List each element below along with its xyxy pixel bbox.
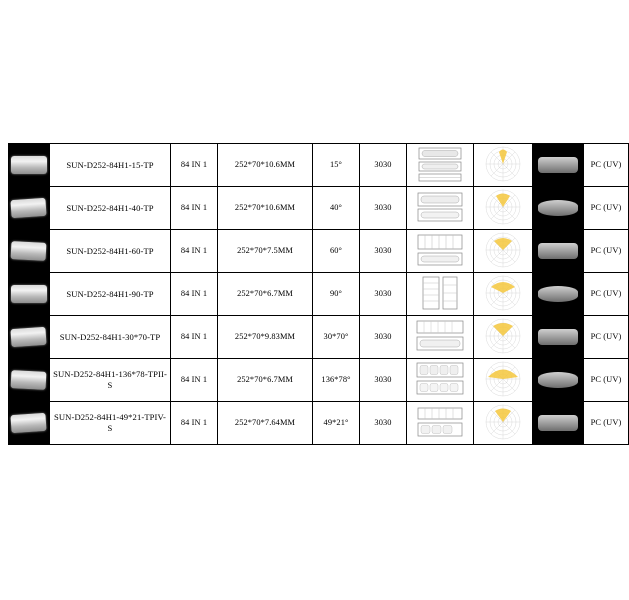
size-cell [218,402,313,445]
technical-drawing-cell [407,273,474,316]
product-photo-cell [9,230,50,273]
size-cell [218,187,313,230]
quantity-cell [171,402,218,445]
material-cell [584,273,629,316]
model-cell [50,144,171,187]
lens-photo-cell [533,187,584,230]
beam-angle-cell [313,230,360,273]
led-type-cell [360,316,407,359]
table-row [9,230,629,273]
technical-drawing-cell [407,144,474,187]
technical-drawing-cell [407,359,474,402]
table-row [9,402,629,445]
beam-angle-label: 15° [329,159,343,169]
quantity-cell [171,187,218,230]
beam-angle-cell [313,144,360,187]
beam-angle-cell [313,402,360,445]
quantity-cell [171,273,218,316]
material-cell [584,359,629,402]
size-cell [218,144,313,187]
light-curve-cell [474,316,533,359]
module-technical-drawing-icon [407,144,473,186]
model-cell [50,359,171,402]
light-curve-cell [474,230,533,273]
beam-angle-label: 90° [329,288,343,298]
product-photo-cell [9,316,50,359]
table-row [9,273,629,316]
polar-light-distribution-curve-icon [474,402,532,444]
size-cell [218,230,313,273]
led-lens-module-photo-icon [9,316,49,358]
led-type-cell [360,359,407,402]
table-row [9,359,629,402]
module-technical-drawing-icon [407,402,473,444]
quantity-label: 84 IN 1 [180,202,208,212]
model-cell [50,187,171,230]
model-label: SUN-D252-84H1-49*21-TPIV-S [54,412,166,433]
technical-drawing-cell [407,402,474,445]
polar-light-distribution-curve-icon [474,187,532,229]
size-label: 252*70*10.6MM [234,202,296,212]
model-cell [50,316,171,359]
led-type-cell [360,187,407,230]
led-type-label: 3030 [374,202,392,212]
module-technical-drawing-icon [407,316,473,358]
material-label: PC (UV) [590,374,622,384]
polar-light-distribution-curve-icon [474,230,532,272]
led-lens-module-photo-icon [9,187,49,229]
table-body [9,144,629,445]
quantity-label: 84 IN 1 [180,245,208,255]
beam-angle-cell [313,316,360,359]
lens-photo-cell [533,144,584,187]
quantity-cell [171,359,218,402]
size-label: 252*70*7.64MM [234,417,296,427]
model-label: SUN-D252-84H1-60-TP [66,245,154,256]
material-label: PC (UV) [590,159,622,169]
module-technical-drawing-icon [407,187,473,229]
led-type-cell [360,273,407,316]
beam-angle-cell [313,273,360,316]
lens-photo-cell [533,316,584,359]
table-row [9,187,629,230]
product-photo-cell [9,402,50,445]
module-technical-drawing-icon [407,230,473,272]
quantity-cell [171,144,218,187]
led-type-label: 3030 [374,245,392,255]
led-lens-module-photo-icon [9,230,49,272]
material-cell [584,187,629,230]
lens-photo-cell [533,359,584,402]
quantity-label: 84 IN 1 [180,159,208,169]
technical-drawing-cell [407,230,474,273]
product-photo-cell [9,144,50,187]
product-specification-table [8,143,629,445]
beam-angle-label: 60° [329,245,343,255]
led-lens-module-photo-icon [9,359,49,401]
led-type-cell [360,144,407,187]
product-photo-cell [9,273,50,316]
quantity-label: 84 IN 1 [180,288,208,298]
size-label: 252*70*6.7MM [237,374,293,384]
light-curve-cell [474,402,533,445]
beam-angle-label: 30*70° [323,331,349,341]
led-type-label: 3030 [374,331,392,341]
lens-strip-photo-icon [533,402,583,444]
technical-drawing-cell [407,316,474,359]
size-label: 252*70*10.6MM [234,159,296,169]
led-lens-module-photo-icon [9,144,49,186]
size-label: 252*70*7.5MM [237,245,293,255]
module-technical-drawing-icon [407,359,473,401]
light-curve-cell [474,359,533,402]
led-type-label: 3030 [374,288,392,298]
led-type-label: 3030 [374,159,392,169]
light-curve-cell [474,187,533,230]
beam-angle-cell [313,359,360,402]
product-photo-cell [9,187,50,230]
lens-strip-photo-icon [533,359,583,401]
beam-angle-label: 40° [329,202,343,212]
quantity-cell [171,316,218,359]
polar-light-distribution-curve-icon [474,359,532,401]
lens-strip-photo-icon [533,273,583,315]
model-cell [50,230,171,273]
material-label: PC (UV) [590,245,622,255]
material-label: PC (UV) [590,288,622,298]
lens-strip-photo-icon [533,230,583,272]
model-label: SUN-D252-84H1-15-TP [66,159,154,170]
beam-angle-cell [313,187,360,230]
quantity-label: 84 IN 1 [180,331,208,341]
size-label: 252*70*6.7MM [237,288,293,298]
led-type-label: 3030 [374,374,392,384]
model-label: SUN-D252-84H1-40-TP [66,202,154,213]
material-cell [584,402,629,445]
lens-strip-photo-icon [533,144,583,186]
quantity-label: 84 IN 1 [180,374,208,384]
table-row [9,316,629,359]
module-technical-drawing-icon [407,273,473,315]
led-lens-module-photo-icon [9,402,49,444]
model-label: SUN-D252-84H1-30*70-TP [59,331,161,342]
spec-table-container [8,143,622,445]
size-cell [218,359,313,402]
model-cell [50,273,171,316]
led-type-label: 3030 [374,417,392,427]
lens-photo-cell [533,402,584,445]
quantity-cell [171,230,218,273]
quantity-label: 84 IN 1 [180,417,208,427]
led-lens-module-photo-icon [9,273,49,315]
lens-strip-photo-icon [533,187,583,229]
table-row [9,144,629,187]
beam-angle-label: 49*21° [323,417,349,427]
light-curve-cell [474,273,533,316]
model-label: SUN-D252-84H1-136*78-TPII-S [53,369,167,390]
technical-drawing-cell [407,187,474,230]
material-cell [584,316,629,359]
led-type-cell [360,402,407,445]
lens-photo-cell [533,230,584,273]
beam-angle-label: 136*78° [321,374,351,384]
material-cell [584,144,629,187]
size-label: 252*70*9.83MM [234,331,296,341]
lens-strip-photo-icon [533,316,583,358]
polar-light-distribution-curve-icon [474,144,532,186]
polar-light-distribution-curve-icon [474,273,532,315]
material-label: PC (UV) [590,331,622,341]
model-cell [50,402,171,445]
product-photo-cell [9,359,50,402]
light-curve-cell [474,144,533,187]
model-label: SUN-D252-84H1-90-TP [66,288,154,299]
polar-light-distribution-curve-icon [474,316,532,358]
size-cell [218,316,313,359]
lens-photo-cell [533,273,584,316]
size-cell [218,273,313,316]
material-label: PC (UV) [590,202,622,212]
material-cell [584,230,629,273]
led-type-cell [360,230,407,273]
material-label: PC (UV) [590,417,622,427]
